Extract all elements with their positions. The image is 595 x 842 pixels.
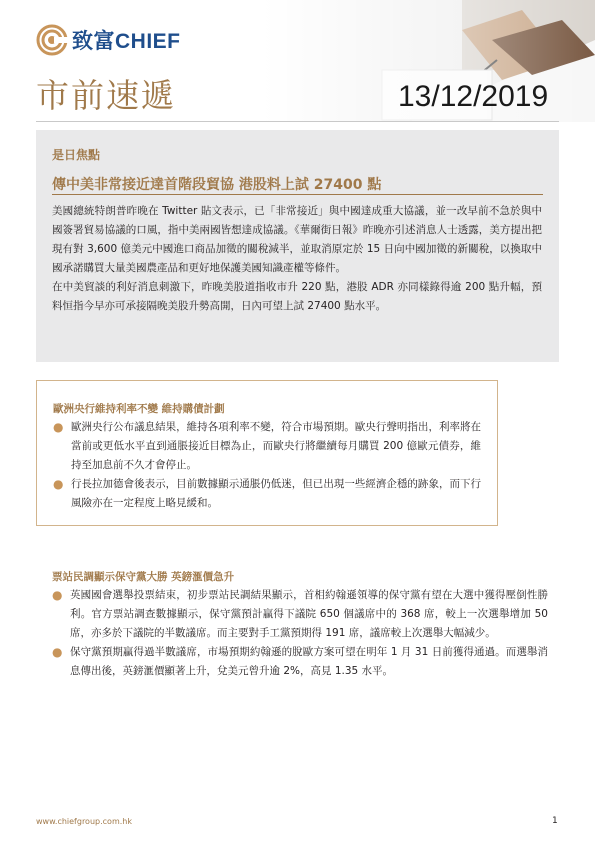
list-item [53, 418, 481, 475]
list-item-text: 歐洲央行公布議息結果，維持各項利率不變，符合市場預期。歐央行聲明指出，利率將在當前或更低水平直到通脹接近目標為止，而歐央行將繼續每月購買 200 億歐元債券，維持至加息前不久才會停止。 [71, 421, 481, 471]
logo-text: 致富CHIEF [72, 30, 181, 53]
ecb-section [36, 380, 498, 526]
list-item [52, 643, 548, 681]
list-item-text: 行長拉加德會後表示，目前數據顯示通脹仍低迷，但已出現一些經濟企穩的跡象，而下行風險亦在一定程度上略見緩和。 [71, 478, 481, 509]
header-divider [36, 121, 559, 122]
list-item [53, 475, 481, 513]
bullet-dot-icon: ● [53, 420, 64, 434]
report-title: 市前速遞 [36, 76, 176, 115]
section-title: 歐洲央行維持利率不變 維持購債計劃 [53, 403, 225, 415]
focus-label: 是日焦點 [52, 148, 101, 162]
page-number: 1 [552, 816, 558, 826]
focus-headline: 傳中美非常接近達首階段貿協 港股料上試 27400 點 [52, 177, 382, 193]
focus-body [52, 202, 542, 316]
bullet-list [52, 586, 548, 681]
list-item-text: 英國國會選舉投票結束，初步票站民調結果顯示，首相約翰遜領導的保守黨有望在大選中獲得壓倒性勝利。官方票站調查數據顯示，保守黨預計贏得下議院 650 個議席中的 368 席，較上一次選舉增加 50 席，亦多於下議院的半數議席。而主要對手工黨預期得 191 席，議席較上次選舉大幅減少。 [70, 589, 548, 639]
list-item [52, 586, 548, 643]
chief-logo-icon [36, 24, 68, 56]
website-link[interactable]: www.chiefgroup.com.hk [36, 817, 132, 826]
focus-paragraph: 在中美貿談的利好消息刺激下，昨晚美股道指收市升 220 點，港股 ADR 亦同樣錄得逾 200 點升幅，預料恒指今早亦可承接隔晚美股升勢高開，日內可望上試 27400 點水平。 [52, 281, 542, 312]
report-date: 13/12/2019 [398, 80, 549, 113]
bullet-list [53, 418, 481, 513]
list-item-text: 保守黨預期贏得過半數議席，市場預期約翰遜的脫歐方案可望在明年 1 月 31 日前獲得通過。而選舉消息傳出後，英鎊滙價顯著上升，兌美元曾升逾 2%，高見 1.35 水平。 [70, 646, 548, 677]
bullet-dot-icon: ● [52, 588, 63, 602]
focus-divider [52, 194, 543, 195]
section-title: 票站民調顯示保守黨大勝 英鎊滙價急升 [52, 571, 235, 583]
focus-paragraph: 美國總統特朗普昨晚在 Twitter 貼文表示，已「非常接近」與中國達成重大協議，並一改早前不急於與中國簽署貿易協議的口風，指中美兩國皆想達成協議。《華爾街日報》昨晚亦引述消息人士透露，美方提出把現有對 3,600 億美元中國進口商品加徵的關稅減半，並取消原定於 15 日向中國加徵的新關稅，以換取中國承諾購買大量美國農產品和更好地保護美國知識產權等條件。 [52, 205, 542, 274]
daily-focus-panel [36, 130, 559, 362]
company-logo [36, 24, 181, 56]
bullet-dot-icon: ● [53, 477, 64, 491]
bullet-dot-icon: ● [52, 645, 63, 659]
